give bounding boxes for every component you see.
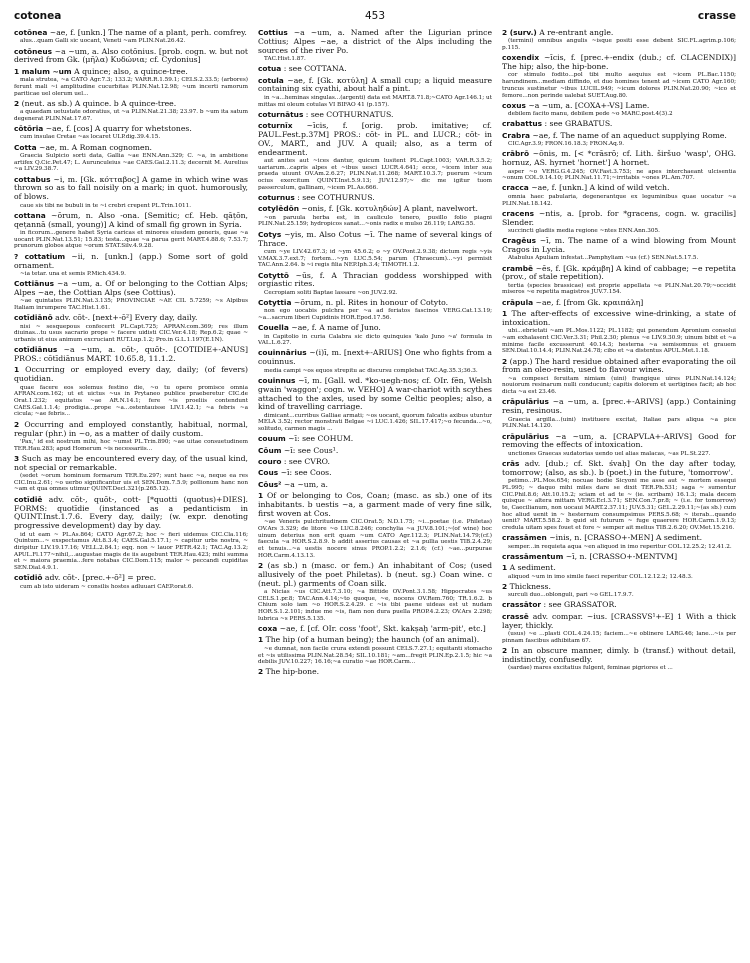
entry-headword: 1 malum ~um: [14, 66, 72, 76]
entry-definition: ~ae, f. [from Gk. κραιπάλη]: [533, 297, 644, 307]
dictionary-entry: [258, 271, 492, 297]
entry-headword: Couella: [258, 323, 289, 333]
dictionary-entry: [14, 420, 248, 453]
dictionary-entry: [14, 47, 248, 66]
entry-definition: ~ae, f. The name of an aqueduct supplying Rome.: [529, 130, 727, 140]
entry-definition: ~ntis, a. [prob. for *gracens, cogn. w. gracilis] Slender.: [502, 208, 736, 227]
dictionary-entry: [258, 468, 492, 478]
entry-headword: 1: [258, 635, 264, 645]
entry-headword: Cotyttō: [258, 270, 289, 280]
entry-citations: aliquod ~um in imo simile faeci reperitur COL.12.12.2; 12.48.3.: [508, 573, 693, 580]
entry-definition: : see COTHURNUS.: [294, 193, 375, 203]
entry-definition: ~ii, n. [unkn.] (app.) Some sort of gold ornament.: [14, 251, 248, 270]
entry-definition: ~ī: see Coos.: [278, 468, 332, 478]
entry-citations: 'Pax,' id est nostrum mihi, hoc ~umst PL.Trin.890; ~ae uitae consuetudinem TER.Hau.283; apud Homerum ~is necessariis...: [14, 438, 248, 452]
page-header: [14, 8, 736, 28]
column-1: [14, 28, 248, 953]
entry-citations: a quaedam uetustate odoratius, ut ~a PLIN.Nat.21.38; 23.97. b ~um ita satum degenerat PLIN.Nat.17.67.: [14, 109, 248, 122]
entry-headword: Cottiānus: [14, 279, 55, 289]
entry-citations: cum ~ye LIV.42.67.3; id ~ym 45.6.2; o ~y OV.Pont.2.9.38; dictum regis ~yis V.MAX.3.7.ext.7; fortem...~yn LUC.5.54; parum (Thraecum)...~yi permisit TAC.Ann.2.64. b ~i regis filia NEP.Iph.3.4; TIMOTH.1.2.: [258, 248, 492, 269]
entry-citations: media campi ~os equos strepitu ac discursu complebat TAC.Ag.35.3;36.3.: [264, 367, 478, 374]
dictionary-entry: [14, 28, 248, 45]
left-guide-word: cotonea: [14, 10, 62, 22]
entry-citations: (sardae) mares excitatius fulgent, feminae pigriores et ...: [508, 665, 673, 672]
entry-headword: 1: [502, 309, 508, 318]
entry-headword: crāpulārius: [502, 397, 549, 407]
dictionary-entry: [502, 552, 736, 562]
entry-headword: cotīdiō: [14, 573, 43, 583]
dictionary-entry: [258, 193, 492, 203]
dictionary-entry: [258, 348, 492, 374]
entry-headword: 1: [14, 365, 20, 375]
entry-citations: surculi duo...oblonguli, pari ~o GEL.17.9.7.: [508, 592, 634, 599]
dictionary-entry: [14, 211, 248, 250]
entry-citations: tertia (species brassicae) est proprie appellata ~e PLIN.Nat.20.79;~occidit miseros ~e repetita magistros JUV.7.154.: [502, 282, 736, 296]
entry-citations: ~e dumnat, non facile crura extendi possunt CELS.7.27.1; equitanti stomacho et ~is utilissima PLIN.Nat.28.54; SIL.10.181; ~am...fregit PLIN.Ep.2.1.5; hic ~a debilis JUV.10.227; 16.16;~a curatio ~ae HOR.Carm...: [258, 645, 492, 666]
dictionary-entry: [14, 67, 248, 98]
entry-citations: CIC.Agr.3.9; FRON.16.18.3; FRON.Aq.9.: [508, 141, 625, 148]
dictionary-entry: [502, 264, 736, 297]
dictionary-entry: [14, 345, 248, 364]
dictionary-entry: [502, 459, 736, 532]
entry-headword: crāpula: [502, 297, 534, 307]
entry-definition: adv. cōt-, quōt-, cott- [*quotti (quotus)+DIES]. FORMS: quotīdie (instanced as a pedanticism in QUINT.Inst.1.7.6. Every day, daily; (w. expr. denoting progressive development) day by day.: [14, 494, 248, 531]
entry-headword: Cōum: [258, 445, 282, 455]
entry-headword: 1: [502, 563, 508, 573]
entry-citations: alus...quam Galli sic uocant, Veneti ~am PLIN.Nat.26.42.: [20, 38, 186, 45]
entry-citations: quae facere eos solemus festino die, ~o tu opere promisce omnia AFRAN.com.162; ut et uictus ~us in Prytaneo publice praeberetur CIC.de Orat.1.232; equitatus ~ae AR.N.14.1; fere ~is proeliis contendunt CAES.Gal.1.1.4; prodigia...prope ~a...ostentauisse LIV.1.42.1; ~a febris ~a cicula; ~ae febris...: [14, 384, 248, 418]
entry-headword: Cotta: [14, 142, 37, 152]
dictionary-entry: [258, 204, 492, 228]
entry-citations: nisi ~ sesquepous confecerit PL.Capt.725; APRAN.com.369; res illum diuinas...tu usus sacrario prope ~ facere uidisti CIC.Ver.4.18; Rep.6.2; quae ~ urbanis ut eius animum excruciant RUT.Lup.1.2; Pro.in G.L.1.197(E.1N).: [14, 323, 248, 343]
entry-headword: crās: [502, 458, 520, 468]
dictionary-entry: [502, 298, 736, 308]
entry-definition: ~inis, n. [CRASSO+-MEN] A sediment.: [546, 533, 703, 543]
entry-headword: 2: [502, 356, 508, 366]
entry-citations: (termini) omnibus angulis ~isque positi esse debent SIC.FL.agrim.p.106; p.115.: [502, 38, 736, 52]
entry-definition: ~a ~um, a. [COXA+-VS] Lame.: [525, 100, 650, 110]
entry-definition: ~a ~um, a. Also cotōnius. [prob. cogn. w. but not derived from Gk. (μῆλα) Κυδώνια; cf. Cydonius]: [14, 46, 248, 65]
entry-definition: Such as may be encountered every day, of the usual kind, not special or remarkable.: [14, 453, 248, 472]
dictionary-entry: [258, 446, 492, 456]
entry-headword: cōtōria: [14, 124, 44, 134]
entry-definition: adv. cōt-. [prec.+-ō²] = prec.: [42, 573, 157, 583]
entry-definition: ~ēs, f. [Gk. κράμβη] A kind of cabbage; ~e repetita (prov., of stale repetition).: [502, 263, 736, 282]
entry-citations: succincti gladiis media regione ~ntes ENN.Ann.305.: [508, 227, 660, 234]
entry-headword: coturnātus: [258, 109, 304, 119]
columns-container: [14, 28, 736, 953]
entry-citations: Atabulus Apuliam infestat...Pamphyliam ~us (cf.) SEN.Nat.5.17.5.: [508, 255, 699, 262]
entry-headword: Cōus²: [258, 479, 282, 489]
entry-headword: cotylēdōn: [258, 204, 299, 214]
entry-definition: ~ae, f. [unkn.] A kind of wild vetch.: [528, 183, 670, 193]
dictionary-entry: [258, 491, 492, 559]
dictionary-entry: [502, 309, 736, 355]
entry-definition: ~ūs, f. A Thracian goddess worshipped with orgiastic rites.: [258, 270, 492, 289]
column-2: [258, 28, 492, 953]
dictionary-entry: [258, 457, 492, 467]
entry-citations: petimo...PL.Mos.654; nocuae hodie Sicyoni me asse aut ~ mortem essequi PL.995; ~ daquo mihi miles dare se dixit TER.Ph.531; saga ~ sumentur CIC.Phil.8.6; Att.10.15.2; sciam et ad te ~ (ie. scribam) 16.1.3; mala decem quisque ~ altera mittam VERG.Ecl.3.71; SEN.Con.7.pr.8; ~ (i.e. for tomorrow) te, Caecilianum, non uocaui MART.2.37.11; JUV.5.31; GEL.2.29.11;~(as sb.) cum hoc aliud uenit in ~ hesternum consumpsimus PERS.5.68; ~ iterab...quando uenit? MART.5.58.2. b quid sit futurum ~ fuge quaerere HOR.Carm.1.9.13; credula uitam spes fouet et fore ~ semper ait melius TIB.2.6.20; OV.Met.15.216.: [502, 478, 736, 532]
entry-headword: crassē: [502, 611, 529, 621]
entry-headword: cotula: [258, 75, 284, 85]
entry-headword: crāpulārius: [502, 431, 549, 441]
entry-headword: 2: [258, 667, 264, 677]
entry-headword: coturnīx: [258, 121, 293, 131]
entry-definition: ~ae, f. [cf. OIr. coss 'foot', Skt. kakṣaḥ 'arm-pit', etc.]: [277, 624, 486, 634]
entry-headword: Cotyttia: [258, 297, 292, 307]
dictionary-entry: [258, 298, 492, 322]
dictionary-entry: [258, 64, 492, 74]
entry-definition: The after-effects of excessive wine-drinking, a state of intoxication.: [502, 309, 736, 327]
dictionary-entry: [502, 432, 736, 458]
entry-definition: : see COTHURNATUS.: [303, 109, 394, 119]
dictionary-entry: [14, 175, 248, 210]
entry-headword: crassātor: [502, 600, 542, 610]
dictionary-entry: [502, 236, 736, 262]
dictionary-entry: [14, 454, 248, 493]
entry-definition: : see GRASSATOR.: [541, 600, 617, 610]
dictionary-entry: [502, 582, 736, 599]
entry-headword: cottabus: [14, 174, 51, 184]
entry-headword: 2: [14, 98, 20, 108]
dictionary-entry: [258, 434, 492, 444]
dictionary-entry: [502, 149, 736, 182]
entry-definition: A sediment.: [507, 563, 556, 573]
dictionary-entry: [258, 561, 492, 623]
entry-citations: (usus) ~e ...plasti COL.4.24.15; faciem...~e oblinere LARG.46; lane...~is per pinnam fascibus adhibitam 67.: [502, 630, 736, 644]
dictionary-entry: [502, 101, 736, 118]
dictionary-entry: [258, 110, 492, 120]
dictionary-entry: [502, 646, 736, 672]
entry-headword: ? cottatium: [14, 251, 66, 261]
entry-definition: A re-entrant angle.: [536, 28, 614, 37]
entry-citations: in Capitolio in curia Calabra sic dicto quinquies 'kalo Juno ~a' formula in VAL.L.6.27.: [258, 333, 492, 347]
entry-headword: coturnus: [258, 193, 295, 203]
entry-definition: (neut. as sb.) A quince. b A quince-tree.: [19, 98, 177, 108]
entry-definition: ~ī, m. The name of a wind blowing from Mount Cragos in Lycia.: [502, 236, 736, 254]
entry-citations: asper ~o VERG.G.4.245; OV.Fast.3.753; ne apes interchaeant ulcisentia ~onum COL.9.14.10; PLIN.Nat.11.71;~irritabis ~ones PL.Am.707.: [502, 168, 736, 182]
entry-definition: Of or belonging to Cos, Coan; (masc. as sb.) one of its inhabitants. b uestis ~a, a garment made of very fine silk, first woven at Cos.: [258, 491, 492, 518]
entry-headword: Cotys: [258, 229, 282, 239]
dictionary-entry: [502, 612, 736, 645]
entry-definition: ~onis, f. [Gk. κοτυληδών] A plant, navelwort.: [298, 204, 478, 214]
dictionary-entry: [502, 131, 736, 148]
entry-citations: cor stimulo fodito...pol tibi multo aequius est ~icem PL.Bac.1150; harundinem...mediam diffindo, et duo homines tenent ad ~icem CATO Agr.160; truncus sustinetur ~ibus LUCIL.949; ~icum dolores PLIN.Nat.20.90; ~ico et femore...non perinde ualebat SUET.Aug.80.: [502, 72, 736, 99]
entry-citations: unctiones Graecas sudatorias uendo uel alias malacas, ~as PL.St.227.: [508, 450, 711, 457]
dictionary-entry: [258, 28, 492, 63]
entry-headword: 2: [258, 560, 264, 570]
entry-citations: TAC.Hist.1.87.: [264, 56, 306, 63]
entry-definition: ~ī, n. [CRASSO+-MENTVM]: [563, 551, 678, 561]
dictionary-entry: [502, 53, 736, 99]
dictionary-entry: [258, 376, 492, 433]
entry-definition: ~yis, m. Also Cotus ~ī. The name of several kings of Thrace.: [258, 229, 492, 248]
entry-definition: In an obscure manner, dimly. b (transf.) without detail, indistinctly, confusedly.: [502, 645, 736, 664]
dictionary-entry: [258, 667, 492, 677]
entry-citations: ~ia tetar. una et semis P.Mich.434.9.: [20, 270, 126, 277]
dictionary-entry: [502, 209, 736, 235]
entry-headword: cotōneus: [14, 46, 53, 56]
dictionary-entry: [502, 600, 736, 610]
dictionary-entry: [258, 635, 492, 666]
entry-definition: ~a ~um, a. Named after the Ligurian prince Cottius; Alpes ~ae, a district of the Alps including the sources of the river Po.: [258, 28, 492, 55]
dictionary-entry: [14, 143, 248, 174]
entry-headword: 2: [14, 419, 20, 429]
dictionary-entry: [14, 279, 248, 312]
entry-citations: cum insulae Cretae ~as locaret ULP.dig.39.4.15.: [20, 134, 161, 141]
entry-headword: crābrō: [502, 149, 530, 159]
entry-definition: ~ī: see COHUM.: [285, 434, 354, 444]
dictionary-entry: [258, 76, 492, 109]
dictionary-entry: [502, 397, 736, 430]
entry-definition: The hip-bone.: [263, 667, 320, 677]
entry-definition: Thickness.: [507, 581, 551, 591]
entry-headword: cotōnea: [14, 28, 48, 37]
entry-citations: in ficorum...genere habet Syria caricas et minores eiusdem generis, quae ~a uocant PLIN.Nat.13.51; 15.83; testa...quae ~a parua gerit MART.4.88.6; 7.53.7; prunorum globos atque ~orum STAT.Silv.4.9.28.: [14, 230, 248, 250]
entry-headword: couum: [258, 434, 286, 444]
entry-headword: Cragēus: [502, 236, 537, 246]
entry-definition: ~ae, f. A name of Juno.: [288, 323, 381, 333]
entry-citations: aut anites aut ~ices dantur, quicum lusitent PL.Capt.1003; VAR.R.3.5.2; uariarum...capris alpes et ~ibus uesci LUCR.4.641; ecce, ~icem inter sua praeda uiuunt OV.Am.2.6.27; PLIN.Nat.11.268; MART.10.3.7; puerum ~icum ocius exercitum QUINT.Inst.5.9.13; JUV.12.97;~ dic me igitur tuom passerculum, gallinam, ~icem PL.As.666.: [258, 157, 492, 191]
entry-definition: ~īcis, f. [orig. prob. imitative; cf. PAUL.Fest.p.37M] PROS.: cōt- in PL. and LUCR.; cōt- in OV., MART., and JUV. A quail; also, as a term of endearment.: [258, 121, 492, 157]
dictionary-entry: [14, 252, 248, 278]
entry-citations: caue sis tibi ne bubuli in te ~i crebri crepent PL.Trin.1011.: [20, 202, 192, 209]
dictionary-entry: [502, 28, 736, 52]
entry-headword: Cous: [258, 468, 279, 478]
entry-citations: omnia haec pabularia, degenerantque ex leguminibus quae uocatur ~a PLIN.Nat.18.142.: [502, 193, 736, 207]
entry-headword: 1: [258, 491, 264, 501]
entry-definition: ~ī: see Cous¹.: [281, 445, 339, 455]
dictionary-entry: [258, 121, 492, 191]
entry-citations: id ut eam ~ PL.As.864; CATO Agr.67.2; hoc ~ fieri uidemus CIC.Cla.116; Quintum...~ exspectamus Att.8.3.4; CAES.Gal.5.17.1; ~ capitur urbs nostra, ~ diripitur LIV.19.17.16; VELL.2.84.1; eqq. non ~ lauor PETR.42.1; TAC.Ag.13.2; APUL.Fl.177~nihil,...augustae magis de iis augebunt TER.Hau.423; mihi summa et ~ maiora praemia...fere notabas CIC.Dom.115; malor ~ peccandi cupiditas SEN.Dial.4.9.1.: [14, 531, 248, 572]
entry-headword: cotīdiē: [14, 494, 43, 504]
dictionary-entry: [258, 480, 492, 490]
entry-headword: crabattus: [502, 119, 543, 129]
entry-headword: couinnārius: [258, 348, 307, 358]
entry-definition: ~i, m. [Gk. κότταβος] A game in which wine was thrown so as to fall noisily on a mark; in quot. humorously, of blows.: [14, 174, 248, 202]
entry-headword: 2: [502, 645, 508, 655]
page-number: 453: [364, 10, 386, 22]
dictionary-entry: [258, 624, 492, 634]
entry-citations: cum ab isto uideram ~ consilis hostes adluuari CAEP.orat.6.: [20, 583, 194, 590]
entry-citations: ubi...ebrietati ~am PL.Mos.1122; PL.1182; qui ponendum Apronium consolui ~am exhalasent CIC.Ver.3.31; Phil.2.30; plenus ~e LIV.9.30.9; uinum bibit et ~a minime facile excusserunt 40.14.3; hesterna ~a semisomnus et grauem SEN.Dial.10.14.4; PLIN.Nat.24.78; cibo et ~a distentus APUL.Met.1.18.: [502, 328, 736, 355]
entry-definition: ~a ~um, a. [prec.+-ARIVS] (app.) Containing resin, resinous.: [502, 397, 736, 416]
dictionary-entry: [14, 573, 248, 590]
entry-definition: ~(i)ī, m. [next+-ARIUS] One who fights from a couinnus.: [258, 348, 492, 367]
entry-headword: crassāmen: [502, 533, 547, 543]
entry-citations: (sedet ~orum hominum formarum TER.Eu.297; sunt haec ~a, neque ea res CIC.Inu.2.61; ~o uerbo significantur uis et SEN.Dom.7.5.9; pollionum hanc non ~am et qua omnes utimur QUINT.Decl.321(p.265.12).: [14, 473, 248, 493]
dictionary-entry: [258, 230, 492, 269]
entry-headword: coxus: [502, 100, 526, 110]
column-3: [502, 28, 736, 953]
dictionary-entry: [14, 365, 248, 418]
entry-definition: adv. [dub.; cf. Skt. śvaḥ] On the day after today, tomorrow; (also, as sb.). b (poet.) in the future, 'tomorrow'.: [502, 458, 736, 477]
entry-citations: dimicant...curribus Galliae armati; ~os uocant, quorum falcatis axibus utuntur MELA 3.52; rector monstrati Belgae ~i LUC.1.426; SIL.17.417;~o fecunda...~o, solitudo, carmen magis ...: [258, 412, 492, 433]
entry-definition: ~ae, f. [Gk. κοτύλη] A small cup; a liquid measure containing six cyathi, about half a pint.: [258, 75, 492, 94]
entry-citations: semper...in requieta aqua ~en aliquod in imo reperitur COL.12.25.2; 12.41.2.: [508, 543, 732, 550]
entry-headword: coxendix: [502, 53, 540, 63]
entry-citations: a Nicias ~us CIC.Att.7.3.10; ~a Bittide OV.Pont.3.1.58; Hippocrates ~us CELS.1.pr.8; TAC.Ann.4.14;~to quoque, ~e, nocens OV.Rem.760; TR.1.6.2. b Chium solo iam ~o HOR.S.2.4.29. c ~is tibi paene uideas est ut nudam HOR.S.1.2.101; indue me ~is, fiam non dura puella PROP.4.2.23; OV.Ars 2.298; lubrica ~s PERS.5.135.: [258, 589, 492, 622]
dictionary-entry: [14, 495, 248, 572]
entry-citations: non ego uocabis pulchra per ~a ad feriatos fascinos VERG.Cat.13.19; ~a...sacrum liberi Cupidinis HOR.Epod.17.56.: [258, 308, 492, 321]
entry-citations: ~on paruula herba est, in cauliculo tenero, pusillo folio piagni PLIN.Nat.25.159; hydropicos sanat...~onis radix e mulso 26.119; LARG.55.: [258, 214, 492, 228]
entry-citations: ~ae Veneris pulchritudinem CIC.Orat.5; N.D.1.75; ~i...poetae (i.e. Philetas) OV.Ars 3.329; de litore ~o LUC.8.246; conchylia ~a JUV.8.101;~(of wine) hoc uinum deterius non erit quam ~um CATO Agr.112.3; PLIN.Nat.14.79;(cf.) faecula ~a HOR.S.2.8.9. b addit asserius causas et ~a pullia uestis TIB.2.4.29; et tenuis...~a uestis nocere sinus PROP.1.2.2; 2.1.6; (cf.) ~ae...purpurae HOR.Carm.4.13.13.: [258, 519, 492, 559]
entry-headword: crassāmentum: [502, 551, 564, 561]
entry-definition: ~ae, f. [unkn.] The name of a plant, perh. comfrey.: [47, 28, 247, 37]
entry-headword: Crabra: [502, 130, 530, 140]
entry-headword: cracens: [502, 208, 535, 218]
entry-headword: cracca: [502, 183, 529, 193]
entry-citations: ~ae quintates PLIN.Nat.3.135; PROVINCIAE ~AE CIL 5.7259; ~s Alpibus Italiam inrumpere TAC.Hist.1.61.: [14, 298, 248, 311]
entry-headword: 3: [14, 453, 20, 463]
entry-definition: adv. cōt-. [next+-ō²] Every day, daily.: [52, 313, 198, 323]
entry-citations: in ~a...heminas singulas...(argenti) data est MART.8.71.8;~CATO Agr.146.1; ut mittas mi oleum cotulas VI BIFAO 41 (p.157).: [258, 94, 492, 108]
entry-citations: mala strutea, ~a CATO Agr.7.3; 133.2; VARR.R.1.59.1; CELS.2.33.5; (arbores) ferunt mali ~i amplitudine cucurbitas PLIN.Nat.12.98; ~um incerti ramorum pariticae uel olerum uel...: [14, 77, 248, 97]
dictionary-entry: [14, 124, 248, 141]
entry-headword: 2: [502, 581, 508, 591]
entry-citations: Cecropiam soliti Baptae lassare ~on JUV.2.92.: [264, 289, 398, 296]
entry-definition: ~īcis, f. [prec.+-endix (dub.; cf. CLACENDIX)] The hip; also, the hip-bone.: [502, 53, 736, 72]
entry-definition: (app.) The hard residue obtained after evaporating the oil from an oleo-resin, used to flavour wines.: [502, 356, 736, 375]
right-guide-word: crasse: [697, 10, 736, 22]
entry-definition: ~ī, m. [Gall. wd. *ko-uegh-nos; cf. OIr. fēn, Welsh gwain 'waggon'; cogn. w. VEHO] A war-chariot with scythes attached to the axles, used by some Celtic peoples; also, a kind of travelling carriage.: [258, 375, 492, 412]
entry-definition: The hip (of a human being); the haunch (of an animal).: [263, 635, 480, 645]
entry-headword: coxa: [258, 624, 278, 634]
entry-headword: cotīdiānō: [14, 313, 53, 323]
entry-definition: ~a ~um, a. [CRAPVLA+-ARIVS] Good for removing the effects of intoxication.: [502, 431, 736, 450]
entry-citations: Graecia Sulpicio sorti data, Gallia ~ae ENN.Ann.329; C. ~a, in ambitione artifex Q.Cic.Pet.47; L. Aurunculeius ~ae CAES.Gal.2.11.3; decernit M. Aurelius ~a LIV.29.38.7.: [14, 152, 248, 173]
entry-definition: ~ōrum, n. Also -ona. [Semitic; cf. Heb. qāṭōn, qeṭannā (small, young)] A kind of small fig grown in Syria.: [14, 210, 248, 229]
entry-definition: ~ōnis, m. [< *crāsrō; cf. Lith. širšuo 'wasp', OHG. hornuz, AS. hyrnet 'hornet'] A hornet.: [502, 149, 736, 168]
entry-headword: crambē: [502, 263, 534, 273]
entry-headword: couro: [258, 457, 282, 467]
entry-definition: (as sb.) n (masc. or fem.) An inhabitant of Cos; (used allusively of the poet Philetas). b (neut. sg.) Coan wine. c (neut. pl.) garments of Coan silk.: [258, 560, 492, 588]
entry-headword: 2 (surv.): [502, 28, 537, 37]
entry-citations: Graecia argilla...(uini) instituere excitat, Italiae pars aliqua ~a pice PLIN.Nat.14.120.: [502, 416, 736, 430]
entry-definition: A quince; also, a quince-tree.: [71, 66, 188, 76]
entry-definition: adv. compar. ~ius. [CRASSVS¹+-E] 1 With a thick layer, thickly.: [502, 611, 736, 630]
entry-definition: ~a ~um, a. Of or belonging to the Cottian Alps; Alpes ~ae, the Cottian Alps (see Cottius).: [14, 279, 248, 297]
dictionary-entry: [14, 99, 248, 123]
entry-definition: ~ae, m. A Roman cognomen.: [36, 142, 152, 152]
entry-definition: Occurring or employed every day, daily; (of fevers) quotidian.: [14, 365, 248, 384]
dictionary-entry: [502, 119, 736, 129]
entry-definition: ~ae, f. [cos] A quarry for whetstones.: [43, 124, 192, 134]
entry-definition: : see CVRO.: [281, 457, 330, 467]
entry-headword: Cottius: [258, 28, 288, 37]
entry-headword: cottana: [14, 210, 46, 220]
entry-definition: ~ōrum, n. pl. Rites in honour of Cotyto.: [291, 297, 449, 307]
entry-definition: : see COTTANA.: [281, 64, 347, 74]
entry-definition: : see GRABATUS.: [542, 119, 613, 129]
entry-definition: Occurring and employed constantly, habitual, normal, regular (phr.) in ~o, as a matter of daily custom.: [14, 419, 248, 438]
dictionary-entry: [258, 323, 492, 347]
entry-citations: ~a compesci feruitam nimiam (uini) frangique uires PLIN.Nat.14.124; nouiorum resinarum nulli conducunt; capitis dolorem et uertigines facit; ab hoc dicta ~a est 23.46.: [502, 375, 736, 396]
entry-headword: couinnus: [258, 375, 296, 385]
dictionary-entry: [502, 533, 736, 550]
dictionary-entry: [502, 183, 736, 207]
entry-headword: cotīdiānus: [14, 345, 58, 355]
dictionary-entry: [502, 357, 736, 396]
dictionary-entry: [14, 313, 248, 344]
entry-headword: cotua: [258, 64, 282, 74]
entry-definition: ~a ~um, a.: [281, 479, 328, 489]
dictionary-entry: [502, 563, 736, 580]
entry-definition: ~a ~um, a. cōt-, quōt-. [COTIDIE+-ANUS] PROS.: cōtīdiānus MART. 10.65.8, 11.1.2.: [14, 345, 248, 364]
entry-citations: debilem facito manu, debilem pede ~o MARC.post.4(3).2: [508, 111, 673, 118]
